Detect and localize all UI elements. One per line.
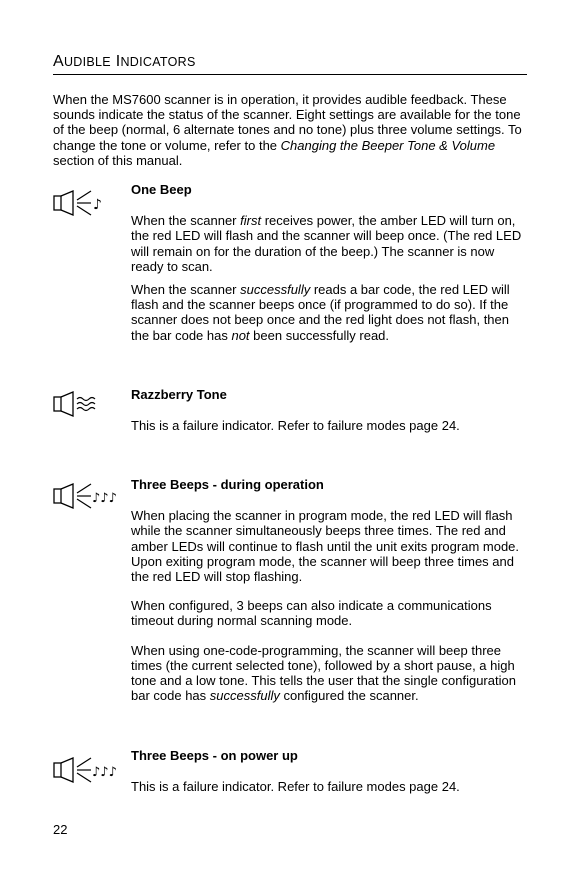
- intro-text: When the MS7600 scanner is in operation, it provides audible feedback. These sounds indicate the status of the scanner. Eight settings are available for the tone of the beep (normal, 6 alternate tones and no tone) plus three volume settings. To change the tone or volume, refer to the: [53, 92, 522, 153]
- three-beeps-operation-paragraph-1: When placing the scanner in program mode, the red LED will flash while the scanner simultaneously beeps three times. The red and amber LEDs will continue to flash until the unit exits program mode. Upon exiting program mode, the scanner will beep three times and the red LED will stop flashing.: [131, 508, 520, 585]
- speaker-three-notes-icon: [53, 480, 129, 514]
- one-beep-section: [131, 182, 527, 343]
- page-number: 22: [53, 822, 68, 837]
- emphasis: successfully: [240, 282, 311, 298]
- razzberry-paragraph: This is a failure indicator. Refer to failure modes page 24.: [131, 418, 460, 434]
- svg-text:♪♪♪: ♪♪♪: [92, 491, 117, 506]
- emphasis: successfully: [209, 688, 280, 704]
- text-span: When using one-code-programming, the scanner will beep three times (the current selected tone), followed by a short pause, a high tone and a low tone. This tells the user that the single configuration bar code has: [131, 642, 516, 704]
- three-beeps-power-section: [131, 748, 527, 794]
- heading-initial-i: I: [115, 53, 121, 70]
- intro-paragraph: [53, 92, 523, 168]
- text-span: When the scanner: [131, 213, 241, 229]
- razzberry-title: Razzberry Tone: [131, 387, 227, 402]
- one-beep-paragraph-2: [131, 282, 527, 343]
- speaker-single-note-icon: [53, 187, 113, 221]
- three-beeps-power-title: Three Beeps - on power up: [131, 748, 298, 763]
- section-heading: [53, 53, 527, 75]
- svg-text:♪♪♪: ♪♪♪: [92, 765, 117, 780]
- heading-rest-udible: UDIBLE: [63, 55, 111, 69]
- speaker-three-notes-icon: [53, 754, 129, 788]
- svg-text:♪: ♪: [93, 197, 102, 213]
- one-beep-title: One Beep: [131, 182, 192, 197]
- one-beep-paragraph-1: [131, 213, 527, 274]
- heading-rest-ndicators: NDICATORS: [120, 55, 196, 69]
- intro-section-reference: Changing the Beeper Tone & Volume: [280, 137, 496, 153]
- intro-text-end: section of this manual.: [53, 152, 183, 168]
- three-beeps-operation-paragraph-3: [131, 643, 527, 704]
- text-span: been successfully read.: [249, 327, 390, 343]
- emphasis: not: [231, 327, 250, 343]
- text-span: configured the scanner.: [279, 688, 419, 704]
- speaker-razzberry-icon: [53, 391, 103, 417]
- three-beeps-operation-title: Three Beeps - during operation: [131, 477, 324, 492]
- text-span: When the scanner: [131, 282, 241, 298]
- text-span: reads a bar code, the red LED will flash and the scanner beeps once (if programmed to do so). If the scanner does not beep once and the red light does not flash, then the bar code has: [131, 282, 510, 343]
- heading-initial-a: A: [53, 53, 64, 70]
- text-span: receives power, the amber LED will turn on, the red LED will flash and the scanner will beep once. (The red LED will remain on for the duration of the beep.) The scanner is now ready to scan.: [131, 213, 522, 274]
- razzberry-section: [131, 387, 527, 433]
- three-beeps-operation-section: [131, 477, 527, 703]
- emphasis: first: [240, 213, 262, 229]
- three-beeps-operation-paragraph-2: When configured, 3 beeps can also indicate a communications timeout during normal scanning mode.: [131, 598, 492, 629]
- three-beeps-power-paragraph: This is a failure indicator. Refer to failure modes page 24.: [131, 779, 460, 795]
